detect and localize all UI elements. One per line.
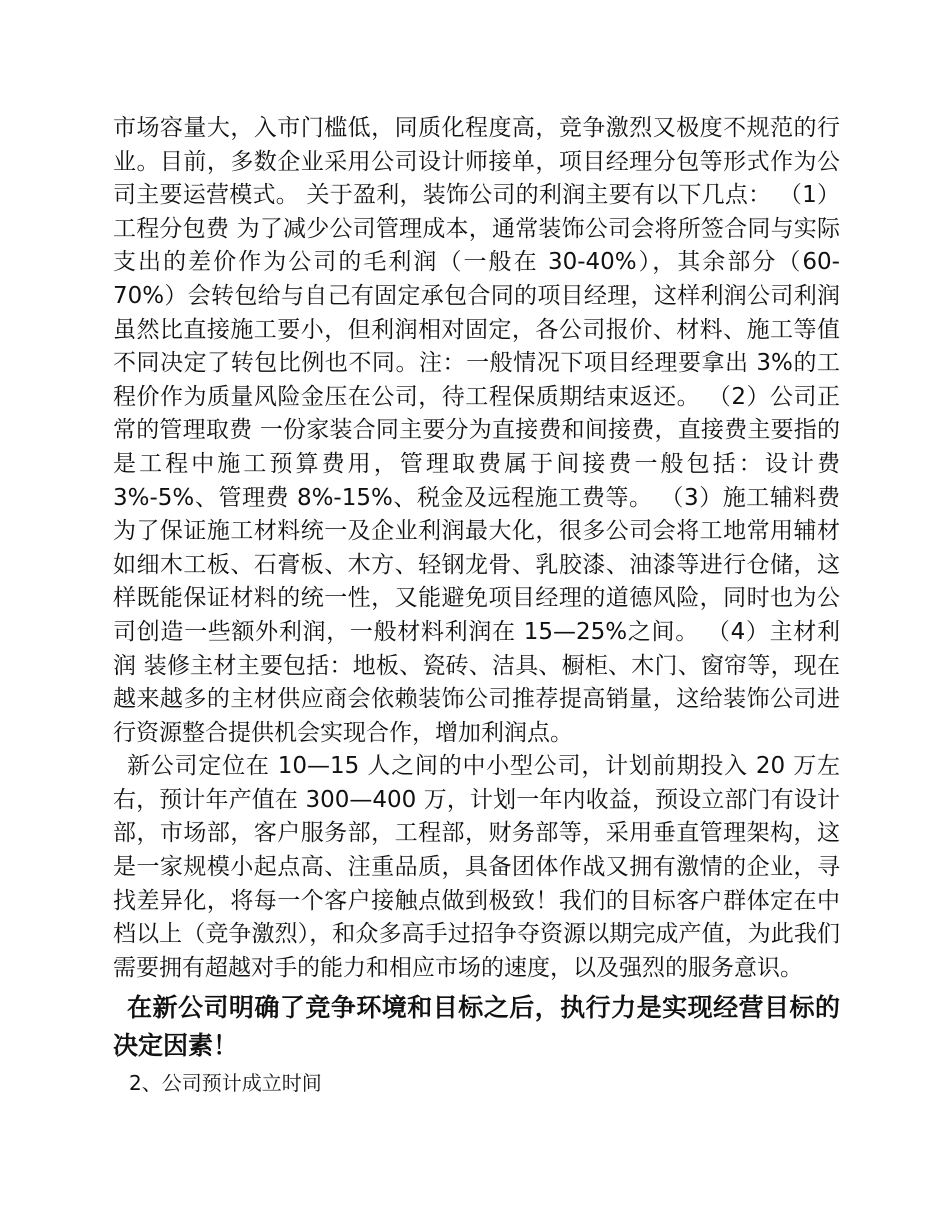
bold-heading-execution: 在新公司明确了竞争环境和目标之后，执行力是实现经营目标的决定因素！	[113, 993, 840, 1061]
body-paragraph-company-positioning: 新公司定位在 10—15 人之间的中小型公司，计划前期投入 20 万左右，预计年产值在 300—400 万，计划一年内收益，预设立部门有设计部，市场部，客户服务部，工程部，财务部等，采用垂直管理架构，这是一家规模小起点高、注重品质，具备团体作战又拥有激情的企业，寻找差异化，将每一个客户接触点做到极致！我们的目标客户群体定在中档以上（竞争激烈），和众多高手过招争夺资源以期完成产值，为此我们需要拥有超越对手的能力和相应市场的速度，以及强烈的服务意识。	[113, 753, 840, 981]
section-title-founding-time: 2、公司预计成立时间	[129, 1071, 322, 1096]
body-paragraph-profit: 市场容量大，入市门槛低，同质化程度高，竞争激烈又极度不规范的行业。目前，多数企业采用公司设计师接单，项目经理分包等形式作为公司主要运营模式。 关于盈利，装饰公司的利润主要有以下几点： （1）工程分包费 为了减少公司管理成本，通常装饰公司会将所签合同与实际支出的差价作为公司的毛利润（一般在 30-40%），其余部分（60-70%）会转包给与自己有固定承包合同的项目经理，这样利润公司利润虽然比直接施工要小，但利润相对固定，各公司报价、材料、施工等值不同决定了转包比例也不同。注：一般情况下项目经理要拿出 3%的工程价作为质量风险金压在公司，待工程保质期结束返还。 （2）公司正常的管理取费 一份家装合同主要分为直接费和间接费，直接费主要指的是工程中施工预算费用，管理取费属于间接费一般包括：设计费 3%-5%、管理费 8%-15%、税金及远程施工费等。 （3）施工辅料费 为了保证施工材料统一及企业利润最大化，很多公司会将工地常用辅材如细木工板、石膏板、木方、轻钢龙骨、乳胶漆、油漆等进行仓储，这样既能保证材料的统一性，又能避免项目经理的道德风险，同时也为公司创造一些额外利润，一般材料利润在 15—25%之间。 （4）主材利润 装修主材主要包括：地板、瓷砖、洁具、橱柜、木门、窗帘等，现在越来越多的主材供应商会依赖装饰公司推荐提高销量，这给装饰公司进行资源整合提供机会实现合作，增加利润点。	[113, 115, 840, 746]
document-page	[113, 112, 840, 1099]
